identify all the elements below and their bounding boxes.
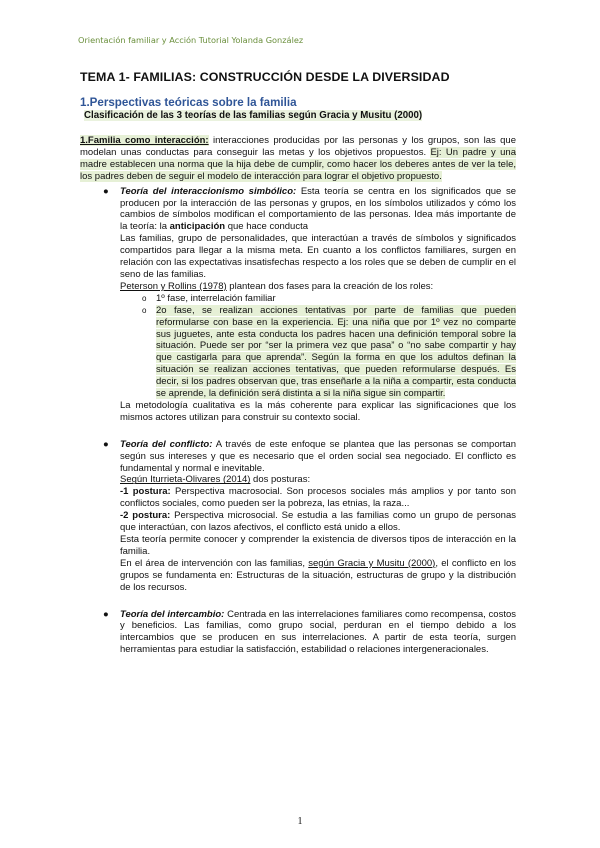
postura-2 xyxy=(120,510,516,534)
sub-bullet-icon: o xyxy=(142,293,147,303)
theory-name: Teoría del intercambio: xyxy=(120,608,225,620)
familia-paragraph xyxy=(80,135,516,183)
phase-2-example: Ej: una niña que por 1º vez no comparte sus juguetes, ante esta conducta los padres hacen una definición temporal sobre la situación. Puede ser por “ser la primera vez que pasa” o “no sabe compartir y hay que castigarla para que aprenda”. Según la forma en que los adultos definan la situación se realizan acciones tentativas, que pueden reformularse después. Es decir, si los padres observan que, tras enseñarle a la niña a compartir, esta conducta se aprende, la definición será distinta a si la niña sigue sin compartir. xyxy=(156,316,516,400)
phase-item-1 xyxy=(120,293,516,305)
subheading xyxy=(84,110,516,121)
section-heading: 1.Perspectivas teóricas sobre la familia xyxy=(80,96,297,109)
theory-text-cont: que hace conducta xyxy=(225,221,309,233)
citation-text: dos posturas: xyxy=(250,474,311,486)
theory-name: Teoría del conflicto: xyxy=(120,438,213,450)
posturas-reference xyxy=(120,474,516,486)
theory-name: Teoría del interaccionismo simbólico: xyxy=(120,185,297,197)
spacer xyxy=(80,594,516,606)
running-header: Orientación familiar y Acción Tutorial Yolanda González xyxy=(78,35,304,45)
theory-interaccionismo-intro xyxy=(120,186,516,234)
postura-1-label: -1 postura: xyxy=(120,486,171,498)
theory-text: Centrada en las interrelaciones familiares como recompensa, costos y beneficios. Las familias, como grupo social, perduran en el tiempo debido a los intercambios que se producen en sus interrelaciones. A partir de esta teoría, surgen herramientas para estudiar la satisfacción, estabilidad o relaciones intergeneracionales. xyxy=(120,608,517,656)
theory-text: A través de este enfoque se plantea que las personas se comportan según sus intereses y que es necesario que el orden social sea negociado. El conflicto es fundamental y normal e inevitable. xyxy=(120,438,516,474)
familia-text: interacciones producidas por las personas y los grupos, son las que modelan unas conductas para conseguir las metas y los objetivos propuestos. xyxy=(80,135,516,158)
theory-conflicto-para3: Esta teoría permite conocer y comprender la existencia de diversos tipos de interacción en la familia. xyxy=(120,534,516,557)
bullet-icon: ● xyxy=(103,185,109,197)
document-title: TEMA 1- FAMILIAS: CONSTRUCCIÓN DESDE LA DIVERSIDAD xyxy=(80,70,450,84)
page-number: 1 xyxy=(297,816,303,827)
theory-intercambio-text xyxy=(120,609,516,657)
phase-2-lead: 2o fase, se realizan acciones tentativas por parte de familias que pueden reformularse con base en la experiencia. xyxy=(156,304,516,328)
familia-example: Ej: Un padre y una madre establecen una norma que la hija debe de cumplir, como hacer los deberes antes de ver la tele, los padres deben de seguir el modelo de interacción para lograr el objetivo propuesto. xyxy=(80,146,517,182)
theory-interaccionismo-para2: Las familias, grupo de personalidades, que interactúan a través de símbolos y significados compartidos para llegar a la misma meta. En cuanto a los conflictos familiares, surgen en relación con las expectativas insatisfechas respecto a los roles que se deben de cumplir en el seno de las familias. xyxy=(120,233,516,280)
bullet-icon: ● xyxy=(103,608,109,620)
citation: Según Iturrieta-Olivares (2014) xyxy=(120,474,251,486)
para4-text: , el conflicto en los grupos se fundamenta en: Estructuras de la situación, estructuras de grupo y la distribución de los recursos. xyxy=(120,557,516,593)
phase-1-text: 1º fase, interrelación familiar xyxy=(156,292,276,304)
para4-lead: En el área de intervención con las familias, xyxy=(120,557,309,569)
citation: según Gracia y Musitu (2000) xyxy=(308,557,436,569)
phase-2-text xyxy=(156,305,516,400)
theory-conflicto-para4 xyxy=(120,558,516,594)
theory-interaccionismo-conclusion: La metodología cualitativa es la más coherente para explicar las significaciones que los mismos actores utilizan para construir su contexto social. xyxy=(120,399,516,423)
spacer xyxy=(80,424,516,436)
roles-reference xyxy=(120,281,516,293)
postura-1 xyxy=(120,486,516,510)
theory-conflicto-intro xyxy=(120,439,516,475)
sub-bullet-icon: o xyxy=(142,305,147,315)
subheading-text: Clasificación de las 3 teorías de las familias según Gracia y Musitu (2000) xyxy=(84,110,423,121)
postura-2-label: -2 postura: xyxy=(120,510,171,522)
key-term: anticipación xyxy=(169,221,226,233)
citation-text: plantean dos fases para la creación de los roles: xyxy=(226,280,434,292)
theory-intercambio xyxy=(80,609,516,657)
familia-term: 1.Familia como interacción: xyxy=(80,135,209,146)
postura-1-text: Perspectiva macrosocial. Son procesos sociales más amplios y por tanto son conflictos sociales, como pueden ser la pobreza, las etnias, la raza... xyxy=(120,486,516,510)
theory-text: Esta teoría se centra en los significados que se producen por la interacción de las personas y grupos, en los símbolos utilizados y cómo los cambios de símbolos modifican el comportamiento de las personas. Idea más importante de la teoría: la xyxy=(120,185,516,233)
bullet-icon: ● xyxy=(103,438,109,450)
theory-interaccionismo xyxy=(80,186,516,424)
document-body xyxy=(80,70,516,656)
postura-2-text: Perspectiva microsocial. Se estudia a las familias como un grupo de personas que interactúan, con lazos afectivos, el conflicto está unido a ellos. xyxy=(120,510,516,534)
citation: Peterson y Rollins (1978) xyxy=(120,280,227,292)
phase-item-2 xyxy=(120,305,516,400)
theory-conflicto xyxy=(80,439,516,594)
